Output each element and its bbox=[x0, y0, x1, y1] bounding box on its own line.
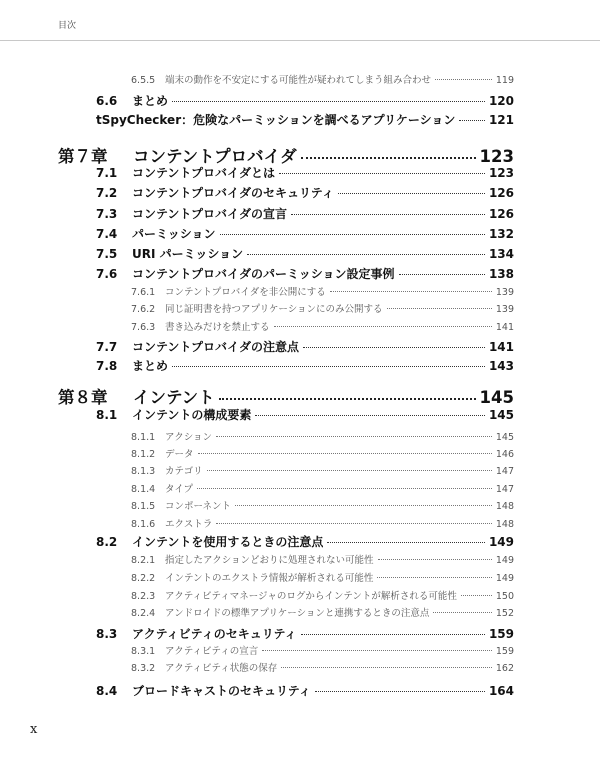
dot-leader bbox=[330, 291, 492, 292]
toc-entry-page-number: 152 bbox=[495, 608, 514, 619]
toc-entry-number: 7.7 bbox=[96, 340, 118, 354]
toc-entry-page-number: 139 bbox=[495, 287, 514, 298]
toc-entry-number: 8.1 bbox=[96, 408, 118, 422]
page-number: x bbox=[30, 722, 38, 737]
toc-entry-page-number: 138 bbox=[488, 267, 514, 281]
dot-leader bbox=[303, 347, 485, 348]
dot-leader bbox=[327, 542, 485, 543]
toc-section-entry bbox=[96, 92, 514, 109]
toc-entry-page-number: 150 bbox=[495, 591, 514, 602]
toc-entry-title: タイプ bbox=[165, 484, 194, 495]
dot-leader bbox=[281, 667, 492, 668]
toc-entry-title: コンテントプロバイダとは bbox=[132, 166, 276, 180]
dot-leader bbox=[301, 634, 485, 635]
toc-entry-number: 第７章 bbox=[58, 147, 108, 166]
dot-leader bbox=[172, 101, 485, 102]
toc-entry-title: 書き込みだけを禁止する bbox=[165, 322, 270, 333]
toc-subsection-entry bbox=[131, 660, 514, 674]
toc-entry-title: ブロードキャストのセキュリティ bbox=[132, 684, 311, 698]
toc-section-entry bbox=[96, 164, 514, 181]
toc-entry-title: コンテントプロバイダ bbox=[133, 147, 297, 166]
toc-entry-title: 指定したアクションどおりに処理されない可能性 bbox=[165, 555, 374, 566]
dot-leader bbox=[338, 193, 485, 194]
toc-entry-title: アクティビティのセキュリティ bbox=[132, 627, 297, 641]
toc-subsection-entry bbox=[131, 463, 514, 477]
toc-entry-title: コンテントプロバイダの宣言 bbox=[132, 207, 288, 221]
toc-entry-number: 8.1.5 bbox=[131, 501, 156, 512]
dot-leader bbox=[291, 214, 485, 215]
toc-subsection-entry bbox=[131, 446, 514, 460]
toc-entry-number: 第８章 bbox=[58, 388, 108, 407]
toc-entry-page-number: 141 bbox=[488, 340, 514, 354]
toc-entry-page-number: 149 bbox=[495, 555, 514, 566]
dot-leader bbox=[247, 254, 485, 255]
toc-entry-number: 8.3.1 bbox=[131, 646, 156, 657]
toc-entry-title: インテントを使用するときの注意点 bbox=[132, 535, 324, 549]
toc-entry-number: 8.4 bbox=[96, 684, 118, 698]
dot-leader bbox=[197, 488, 492, 489]
toc-subsection-entry bbox=[131, 284, 514, 298]
toc-entry-title: 同じ証明書を持つアプリケーションにのみ公開する bbox=[165, 304, 383, 315]
toc-section-entry bbox=[96, 245, 514, 262]
toc-entry-page-number: 159 bbox=[488, 627, 514, 641]
toc-section-entry bbox=[96, 184, 514, 201]
toc-entry-title: インテントのエクストラ情報が解析される可能性 bbox=[165, 573, 374, 584]
toc-entry-number: 7.3 bbox=[96, 207, 118, 221]
toc-entry-page-number: 149 bbox=[488, 535, 514, 549]
toc-chapter-entry bbox=[58, 384, 514, 408]
toc-entry-title: コンポーネント bbox=[165, 501, 232, 512]
toc-entry-number: 8.2.3 bbox=[131, 591, 156, 602]
toc-section-entry bbox=[96, 265, 514, 282]
toc-entry-title: tSpyChecker：危険なパーミッションを調べるアプリケーション bbox=[96, 113, 456, 127]
toc-entry-page-number: 159 bbox=[495, 646, 514, 657]
toc-entry-title: アクション bbox=[165, 432, 213, 443]
toc-entry-number: 8.3.2 bbox=[131, 663, 156, 674]
toc-entry-title: エクストラ bbox=[165, 519, 213, 530]
toc-subsection-entry bbox=[131, 516, 514, 530]
dot-leader bbox=[274, 326, 492, 327]
toc-entry-page-number: 119 bbox=[495, 75, 514, 86]
dot-leader bbox=[377, 577, 491, 578]
toc-entry-title: URI パーミッション bbox=[132, 247, 244, 261]
toc-section-entry bbox=[96, 111, 514, 128]
toc-subsection-entry bbox=[131, 481, 514, 495]
toc-entry-title: パーミッション bbox=[132, 227, 216, 241]
toc-entry-title: 端末の動作を不安定にする可能性が疑われてしまう組み合わせ bbox=[165, 75, 432, 86]
toc-entry-page-number: 162 bbox=[495, 663, 514, 674]
dot-leader bbox=[219, 398, 476, 400]
toc-entry-page-number: 145 bbox=[488, 408, 514, 422]
toc-section-entry bbox=[96, 625, 514, 642]
toc-entry-number: 7.6.1 bbox=[131, 287, 156, 298]
toc-entry-number: 8.1.2 bbox=[131, 449, 156, 460]
toc-entry-number: 8.1.3 bbox=[131, 466, 156, 477]
toc-subsection-entry bbox=[131, 429, 514, 443]
toc-entry-page-number: 164 bbox=[488, 684, 514, 698]
running-header: 目次 bbox=[58, 21, 77, 31]
toc-section-entry bbox=[96, 406, 514, 423]
toc-section-entry bbox=[96, 533, 514, 550]
toc-entry-page-number: 126 bbox=[488, 186, 514, 200]
toc-entry-title: コンテントプロバイダのパーミッション設定事例 bbox=[132, 267, 395, 281]
toc-entry-number: 6.6 bbox=[96, 94, 118, 108]
toc-entry-title: アクティビティマネージャのログからインテントが解析される可能性 bbox=[165, 591, 457, 602]
dot-leader bbox=[198, 453, 492, 454]
toc-entry-page-number: 139 bbox=[495, 304, 514, 315]
dot-leader bbox=[207, 470, 492, 471]
toc-subsection-entry bbox=[131, 319, 514, 333]
toc-entry-page-number: 148 bbox=[495, 519, 514, 530]
toc-subsection-entry bbox=[131, 72, 514, 86]
dot-leader bbox=[399, 274, 485, 275]
toc-entry-number: 7.6.3 bbox=[131, 322, 156, 333]
toc-subsection-entry bbox=[131, 643, 514, 657]
dot-leader bbox=[235, 505, 492, 506]
toc-entry-page-number: 147 bbox=[495, 466, 514, 477]
toc-entry-number: 8.2.1 bbox=[131, 555, 156, 566]
dot-leader bbox=[433, 612, 491, 613]
toc-entry-page-number: 120 bbox=[488, 94, 514, 108]
toc-entry-page-number: 145 bbox=[495, 432, 514, 443]
toc-entry-number: 7.6 bbox=[96, 267, 118, 281]
toc-entry-number: 8.2.2 bbox=[131, 573, 156, 584]
toc-entry-title: アンドロイドの標準アプリケーションと連携するときの注意点 bbox=[165, 608, 430, 619]
dot-leader bbox=[435, 79, 492, 80]
toc-entry-page-number: 149 bbox=[495, 573, 514, 584]
toc-entry-number: 7.5 bbox=[96, 247, 118, 261]
toc-entry-number: 7.1 bbox=[96, 166, 118, 180]
dot-leader bbox=[378, 559, 492, 560]
toc-entry-page-number: 148 bbox=[495, 501, 514, 512]
toc-entry-number: 6.5.5 bbox=[131, 75, 156, 86]
toc-subsection-entry bbox=[131, 570, 514, 584]
toc-entry-number: 8.2.4 bbox=[131, 608, 156, 619]
dot-leader bbox=[459, 120, 485, 121]
toc-subsection-entry bbox=[131, 552, 514, 566]
toc-entry-title: アクティビティ状態の保存 bbox=[165, 663, 278, 674]
dot-leader bbox=[387, 308, 492, 309]
dot-leader bbox=[216, 523, 491, 524]
toc-entry-page-number: 141 bbox=[495, 322, 514, 333]
toc-entry-number: 7.2 bbox=[96, 186, 118, 200]
toc-entry-page-number: 134 bbox=[488, 247, 514, 261]
toc-section-entry bbox=[96, 682, 514, 699]
toc-subsection-entry bbox=[131, 498, 514, 512]
toc-entry-number: 8.2 bbox=[96, 535, 118, 549]
toc-section-entry bbox=[96, 338, 514, 355]
dot-leader bbox=[220, 234, 485, 235]
toc-entry-page-number: 147 bbox=[495, 484, 514, 495]
toc-subsection-entry bbox=[131, 301, 514, 315]
dot-leader bbox=[461, 595, 492, 596]
toc-entry-number: 8.1.1 bbox=[131, 432, 156, 443]
toc-entry-page-number: 121 bbox=[488, 113, 514, 127]
toc-entry-number: 8.1.4 bbox=[131, 484, 156, 495]
toc-entry-title: インテントの構成要素 bbox=[132, 408, 252, 422]
toc-entry-title: データ bbox=[165, 449, 194, 460]
dot-leader bbox=[279, 173, 485, 174]
toc-entry-number: 7.4 bbox=[96, 227, 118, 241]
toc-section-entry bbox=[96, 205, 514, 222]
toc-entry-page-number: 132 bbox=[488, 227, 514, 241]
toc-entry-page-number: 126 bbox=[488, 207, 514, 221]
toc-entry-title: インテント bbox=[133, 388, 215, 407]
toc-entry-number: 7.6.2 bbox=[131, 304, 156, 315]
toc-section-entry bbox=[96, 225, 514, 242]
dot-leader bbox=[301, 157, 476, 159]
toc-entry-number: 8.3 bbox=[96, 627, 118, 641]
dot-leader bbox=[255, 415, 485, 416]
toc-entry-number: 7.8 bbox=[96, 359, 118, 373]
toc-entry-page-number: 145 bbox=[479, 388, 514, 407]
dot-leader bbox=[172, 366, 485, 367]
toc-entry-page-number: 123 bbox=[488, 166, 514, 180]
dot-leader bbox=[216, 436, 492, 437]
dot-leader bbox=[315, 691, 485, 692]
toc-entry-title: コンテントプロバイダのセキュリティ bbox=[132, 186, 334, 200]
toc-entry-title: カテゴリ bbox=[165, 466, 203, 477]
dot-leader bbox=[262, 650, 492, 651]
toc-entry-title: まとめ bbox=[132, 359, 169, 373]
toc-entry-title: コンテントプロバイダを非公開にする bbox=[165, 287, 326, 298]
toc-subsection-entry bbox=[131, 588, 514, 602]
toc-section-entry bbox=[96, 357, 514, 374]
toc-entry-page-number: 146 bbox=[495, 449, 514, 460]
toc-entry-title: まとめ bbox=[132, 94, 169, 108]
toc-subsection-entry bbox=[131, 605, 514, 619]
toc-entry-title: アクティビティの宣言 bbox=[165, 646, 259, 657]
toc-entry-page-number: 143 bbox=[488, 359, 514, 373]
toc-entry-page-number: 123 bbox=[479, 147, 514, 166]
toc-entry-number: 8.1.6 bbox=[131, 519, 156, 530]
toc-entry-title: コンテントプロバイダの注意点 bbox=[132, 340, 300, 354]
